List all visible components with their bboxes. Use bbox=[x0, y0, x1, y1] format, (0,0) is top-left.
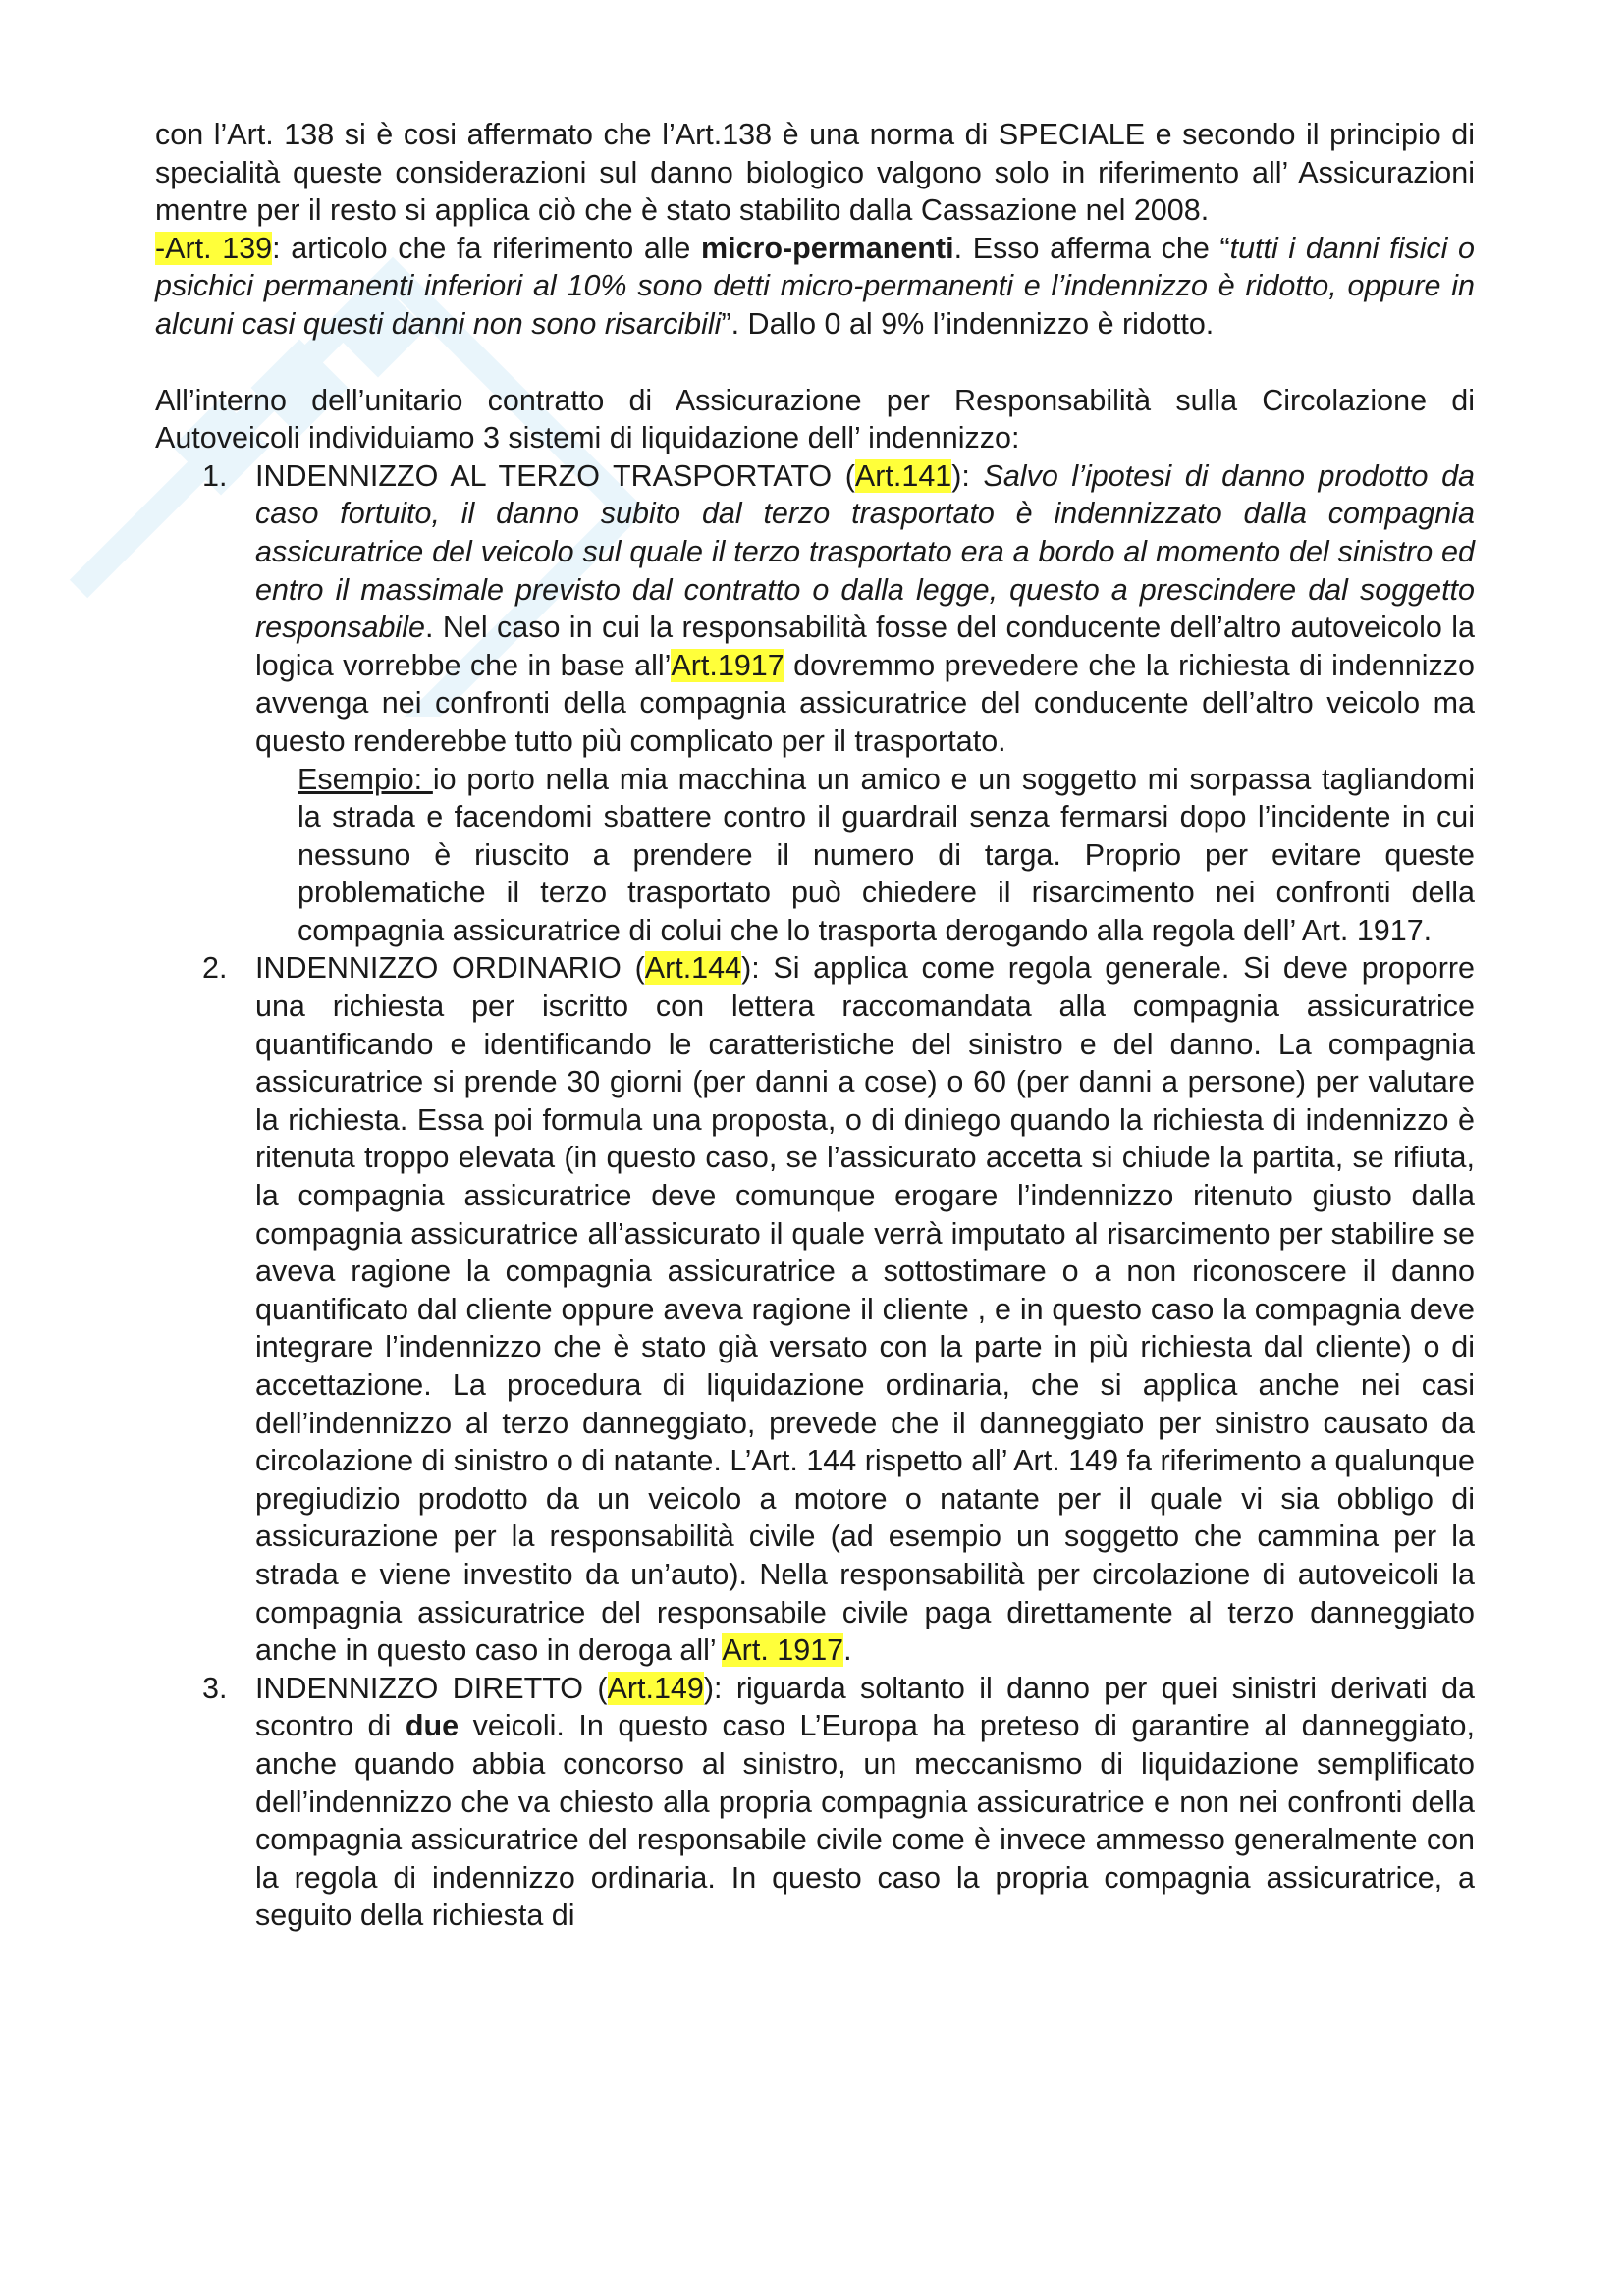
item-heading: INDENNIZZO ORDINARIO ( bbox=[255, 951, 645, 986]
text-segment: dovremmo prevedere che la richiesta di indennizzo avvenga nei confronti della compagnia assicuratrice del conducente dell’altro veicolo ma questo renderebbe tutto più complicato per il trasportato. bbox=[255, 648, 1476, 758]
text-segment: . Nel caso in cui la responsabilità fosse del conducente dell’altro autoveicolo la logica vorrebbe che in base all’ bbox=[255, 611, 1475, 682]
highlight-art-1917: Art. 1917 bbox=[722, 1633, 844, 1668]
italic-quote: Salvo l’ipotesi di danno prodotto da caso fortuito, il danno subito dal terzo trasportato è indennizzato dalla compagnia assicuratrice del veicolo sul quale il terzo trasportato era a bordo al momento del sinistro ed entro il massimale previsto dal contratto o dalla legge, questo a prescindere dal soggetto responsabile bbox=[255, 458, 1476, 645]
highlight-art-149: Art.149 bbox=[607, 1671, 704, 1705]
text-segment: ): riguarda soltanto il danno per quei sinistri derivati da scontro di bbox=[255, 1671, 1475, 1743]
text-segment: ”. Dallo 0 al 9% l’indennizzo è ridotto. bbox=[721, 306, 1215, 341]
example-label: Esempio: bbox=[298, 762, 433, 796]
highlight-art-144: Art.144 bbox=[644, 951, 742, 986]
paragraph-art-139 bbox=[155, 230, 1475, 344]
highlight-art-139: -Art. 139 bbox=[155, 231, 273, 265]
item-heading: INDENNIZZO DIRETTO ( bbox=[255, 1671, 608, 1705]
italic-quote: tutti i danni fisici o psichici permanenti inferiori al 10% sono detti micro-permanenti e l’indennizzo è ridotto, oppure in alcuni casi questi danni non sono risarcibili bbox=[155, 231, 1475, 341]
text-segment: . bbox=[843, 1633, 852, 1668]
list-item-terzo-trasportato bbox=[155, 457, 1475, 950]
text-segment: ): Si applica come regola generale. Si deve proporre una richiesta per iscritto con lettera raccomandata alla compagnia assicuratrice quantificando e identificando le caratteristiche del sinistro e del danno. La compagnia assicuratrice si prende 30 giorni (per danni a cose) o 60 (per danni a persone) per valutare la richiesta. Essa poi formula una proposta, o di diniego quando la richiesta di indennizzo è ritenuta troppo elevata (in questo caso, se l’assicurato accetta si chiude la partita, se rifiuta, la compagnia assicuratrice deve comunque erogare l’indennizzo ritenuto giusto dalla compagnia assicuratrice all’assicurato il quale verrà imputato al risarcimento per stabilire se aveva ragione la compagnia assicuratrice a sottostimare o a non riconoscere il danno quantificato dal cliente oppure aveva ragione il cliente , e in questo caso la compagnia deve integrare l’indennizzo che è stato già versato con la parte in più richiesta dal cliente) o di accettazione. La procedura di liquidazione ordinaria, che si applica anche nei casi dell’indennizzo al terzo danneggiato, prevede che il danneggiato per sinistro causato da circolazione di sinistro o di natante. L’Art. 144 rispetto all’ Art. 149 fa riferimento a qualunque pregiudizio prodotto da un veicolo a motore o natante per il quale vi sia obbligo di assicurazione per la responsabilità civile (ad esempio un soggetto che cammina per la strada e viene investito da un’auto). Nella responsabilità per circolazione di autoveicoli la compagnia assicuratrice del responsabile civile paga direttamente al terzo danneggiato anche in questo caso in deroga all’ bbox=[255, 951, 1475, 1668]
example-block bbox=[255, 761, 1475, 950]
text-segment: . Esso afferma che “ bbox=[953, 231, 1230, 265]
paragraph-intro: con l’Art. 138 si è cosi affermato che l’Art.138 è una norma di SPECIALE e secondo il principio di specialità queste considerazioni sul danno biologico valgono solo in riferimento all’ Assicurazioni mentre per il resto si applica ciò che è stato stabilito dalla Cassazione nel 2008. bbox=[155, 118, 1475, 228]
text-segment: veicoli. In questo caso L’Europa ha preteso di garantire al danneggiato, anche quando abbia concorso al sinistro, un meccanismo di liquidazione semplificato dell’indennizzo che va chiesto alla propria compagnia assicuratrice e non nei confronti della compagnia assicuratrice del responsabile civile come è invece ammesso generalmente con la regola di indennizzo ordinaria. In questo caso la propria compagnia assicuratrice, a seguito della richiesta di bbox=[255, 1709, 1475, 1933]
text-segment: : articolo che fa riferimento alle bbox=[272, 231, 701, 265]
bold-term: due bbox=[405, 1709, 460, 1743]
highlight-art-141: Art.141 bbox=[854, 458, 952, 493]
document-page bbox=[155, 116, 1475, 1935]
item-heading: INDENNIZZO AL TERZO TRASPORTATO ( bbox=[255, 458, 855, 493]
bold-term: micro-permanenti bbox=[700, 231, 954, 265]
text-segment: ): bbox=[951, 458, 984, 493]
highlight-art-1917: Art.1917 bbox=[671, 648, 784, 682]
list-number: 1. bbox=[202, 458, 228, 493]
systems-list bbox=[155, 457, 1475, 1935]
paragraph-gap bbox=[155, 344, 1475, 382]
list-number: 3. bbox=[202, 1671, 228, 1705]
list-item-diretto bbox=[155, 1670, 1475, 1935]
paragraph-systems-intro: All’interno dell’unitario contratto di Assicurazione per Responsabilità sulla Circolazione di Autoveicoli individuiamo 3 sistemi di liquidazione dell’ indennizzo: bbox=[155, 383, 1475, 455]
list-item-ordinario bbox=[155, 949, 1475, 1669]
example-text: io porto nella mia macchina un amico e un soggetto mi sorpassa tagliandomi la strada e facendomi sbattere contro il guardrail senza fermarsi dopo l’incidente in cui nessuno è riuscito a prendere il numero di targa. Proprio per evitare queste problematiche il terzo trasportato può chiedere il risarcimento nei confronti della compagnia assicuratrice di colui che lo trasporta derogando alla regola dell’ Art. 1917. bbox=[298, 762, 1475, 947]
list-number: 2. bbox=[202, 951, 228, 986]
